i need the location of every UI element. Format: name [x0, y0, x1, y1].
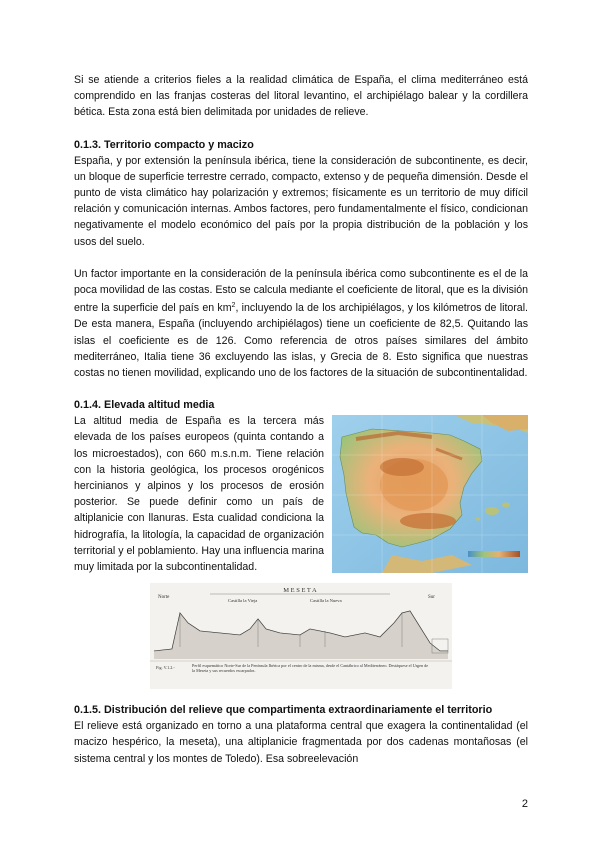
page-number: 2: [521, 798, 528, 810]
intro-paragraph: Si se atiende a criterios fieles a la realidad climática de España, el clima mediterráneo está comprendido en las franjas costeras del litoral levantino, el archipiélago balear y la cordillera bética. Esta zona está bien delimitada por unidades de relieve.: [74, 74, 528, 119]
figure-title: M E S E T A: [283, 587, 317, 595]
section-015-paragraph: El relieve está organizado en torno a una plataforma central que exagera la continentalidad (el macizo hespérico, la meseta), una altiplanicie fragmentada por dos cadenas montañosas (el sistema central y los montes de Toledo). Esa sobreelevación: [74, 720, 528, 765]
document-page: [74, 72, 528, 767]
south-label: Sur: [428, 595, 435, 601]
meseta-profile-figure: [150, 583, 452, 689]
figure-caption: Perfil esquemático Norte-Sur de la Península Ibérica por el centro de la misma, desde el Cantábrico al Mediterráneo. Destáquese el Urgen de la Meseta y sus recuerdos escarpados.: [192, 663, 429, 674]
section-013-paragraph-1: España, y por extensión la península ibérica, tiene la consideración de subcontinente, es decir, un bloque de superficie terrestre cerrado, compacto, extenso y de pequeña dimensión. Desde el punto de vista climático hay polarización y extremos; físicamente es un territorio de muy difícil relación y comunicación internas. Ambos factores, pero fundamentalmente el físico, condicionan negativamente el modelo económico del país por la propia distribución de la población y los usos del suelo.: [74, 154, 528, 248]
castilla-vieja-label: Castilla la Vieja: [228, 598, 258, 604]
iberia-relief-map: [332, 415, 528, 573]
section-014-paragraph: La altitud media de España es la tercera más elevada de los países europeos (quinta contando a los microestados), con 660 m.s.n.m. Tiene relación con la historia geológica, los procesos orogénicos hercinianos y alpinos y los procesos de erosión posterior. Se puede definir como un país de altiplanicie con llanuras. Esta cualidad condiciona la hidrografía, la litología, la capacidad de organización territorial y el poblamiento. Hay una influencia marina muy limitada por la subcontinentalidad.: [74, 415, 324, 574]
section-014-body: [74, 413, 528, 575]
para2-part-b: , incluyendo la de los archipiélagos, y los kilómetros de litoral. De esta manera, España (incluyendo archipiélagos) tiene un coeficiente de 82,5. Quitando las islas el coeficiente es de 126. Como referencia de otros países similares del ámbito mediterráneo, Italia tiene 36 excluyendo las islas, y Grecia de 8. Esto significa que nuestras costas no tienen movilidad, explicando uno de los factores de la situación de subcontinentalidad.: [74, 302, 528, 380]
castilla-nueva-label: Castilla la Nueva: [310, 598, 342, 604]
north-label: Norte: [158, 595, 170, 601]
section-heading-014: 0.1.4. Elevada altitud media: [74, 399, 215, 412]
superscript-2: 2: [231, 302, 236, 310]
para2-part-a: Un factor importante en la consideración de la península ibérica como subcontinente es el de la poca movilidad de las costas. Esto se calcula mediante el coeficiente de litoral, que es la división entre la superficie del país en km: [74, 267, 529, 315]
section-013-paragraph-2: [74, 266, 528, 381]
section-heading-013: 0.1.3. Territorio compacto y macizo: [74, 138, 254, 151]
section-heading-015: 0.1.5. Distribución del relieve que compartimenta extraordinariamente el territorio: [74, 704, 493, 717]
figure-caption-label: Fig. V.1.2.-: [156, 665, 175, 671]
